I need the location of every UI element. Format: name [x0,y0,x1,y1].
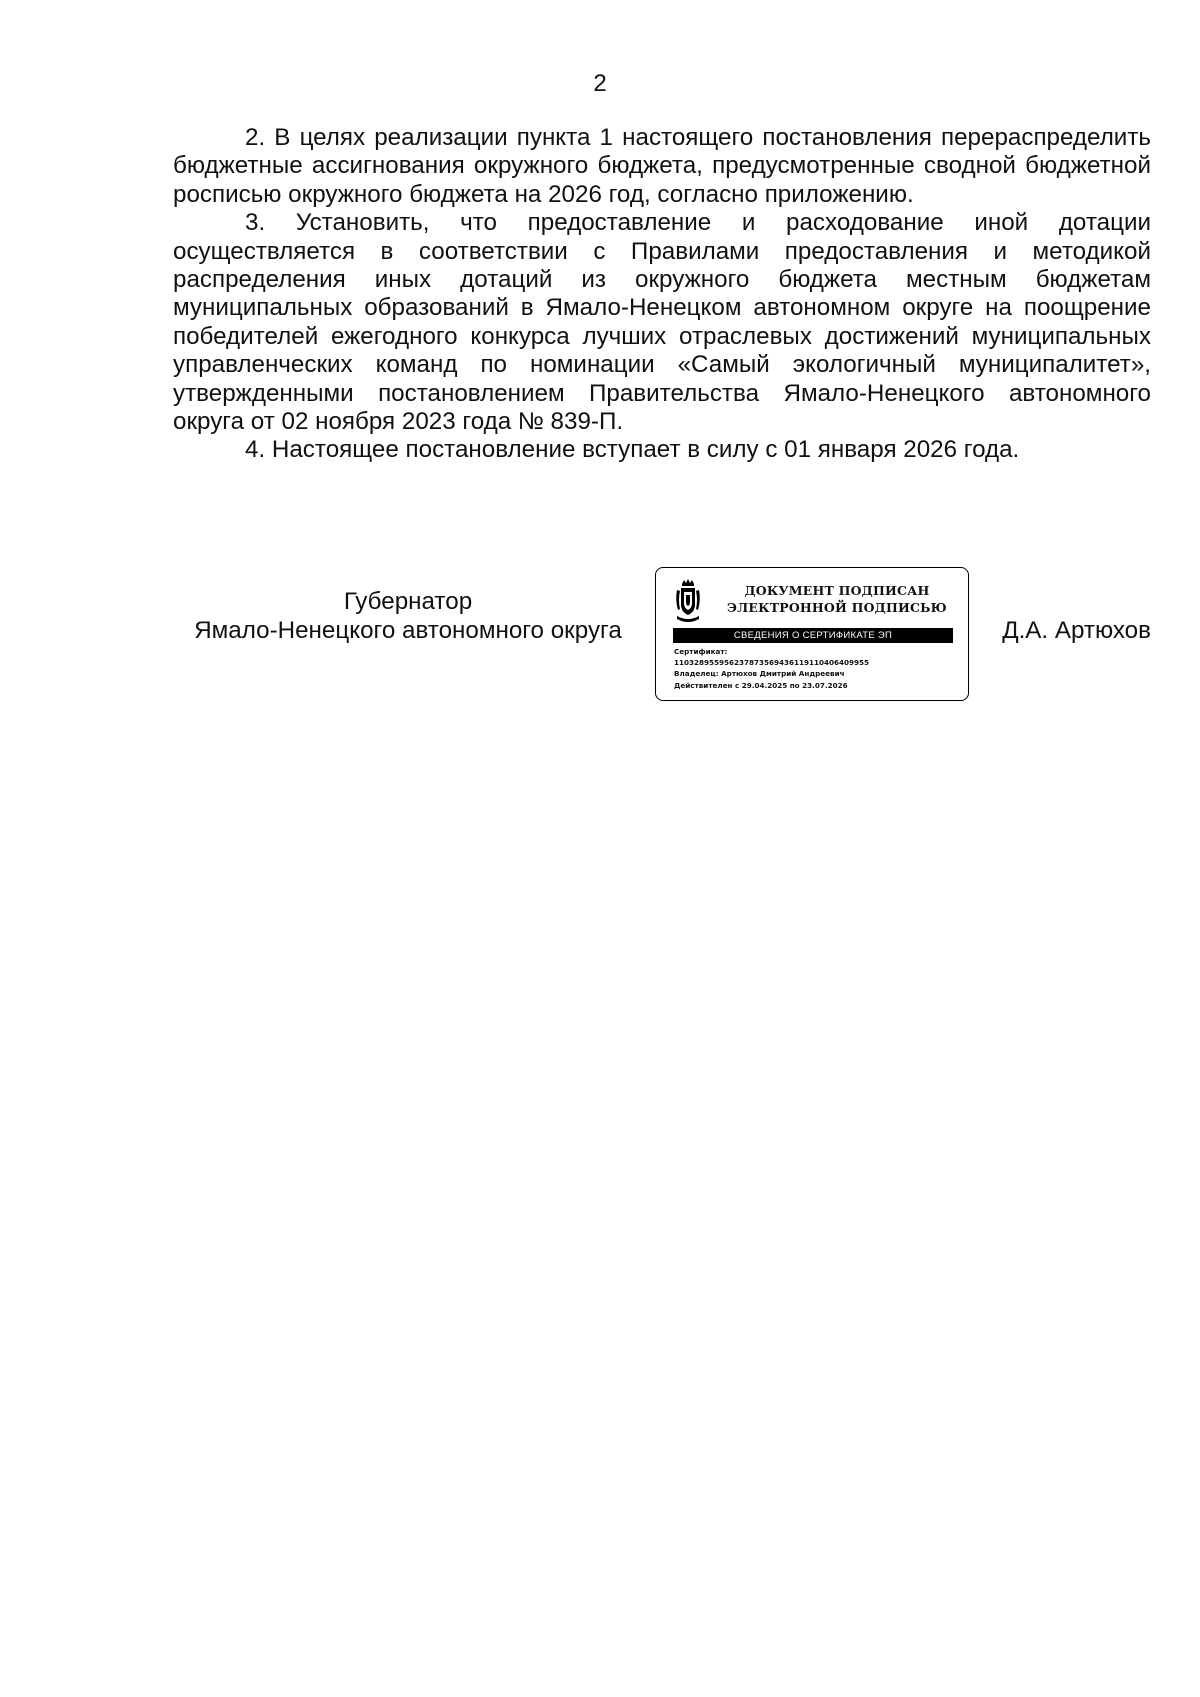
document-body [173,124,1151,465]
certificate-validity: Действителен с 29.04.2025 по 23.07.2026 [674,680,848,690]
stamp-heading-line1: ДОКУМЕНТ ПОДПИСАН [744,583,930,598]
certificate-owner: Владелец: Артюхов Дмитрий Андреевич [674,669,845,679]
electronic-signature-stamp [655,567,969,701]
signatory-name: Д.А. Артюхов [1002,617,1151,644]
certificate-info-band: СВЕДЕНИЯ О СЕРТИФИКАТЕ ЭП [673,628,953,643]
signature-block [173,567,1151,707]
certificate-details [674,646,964,691]
signatory-title-line1: Губернатор [343,588,473,615]
certificate-label: Сертификат: [674,647,728,656]
paragraph-4: 4. Настоящее постановление вступает в силу с 01 января 2026 года. [245,436,1020,464]
signatory-title [173,587,643,645]
paragraph-2: 2. В целях реализации пункта 1 настоящего постановления перераспределить бюджетные ассигнования окружного бюджета, предусмотренные сводной бюджетной росписью окружного бюджета на 2026 год, согласно приложению. [173,124,1151,208]
certificate-number: 110328955956237873569436119110406409955 [674,658,870,668]
stamp-heading [712,582,962,616]
page-number: 2 [593,70,607,97]
yanao-coat-of-arms-icon [674,578,702,624]
signatory-title-line2: Ямало-Ненецкого автономного округа [194,617,622,644]
stamp-heading-line2: ЭЛЕКТРОННОЙ ПОДПИСЬЮ [727,600,947,615]
paragraph-3: 3. Установить, что предоставление и расходование иной дотации осуществляется в соответствии с Правилами предоставления и методикой распределения иных дотаций из окружного бюджета местным бюджетам муниципальных образований в Ямало-Ненецком автономном округе на поощрение победителей ежегодного конкурса лучших отраслевых достижений муниципальных управленческих команд по номинации «Самый экологичный муниципалитет», утвержденными постановлением Правительства Ямало-Ненецкого автономного округа от 02 ноября 2023 года № 839-П. [173,209,1151,436]
